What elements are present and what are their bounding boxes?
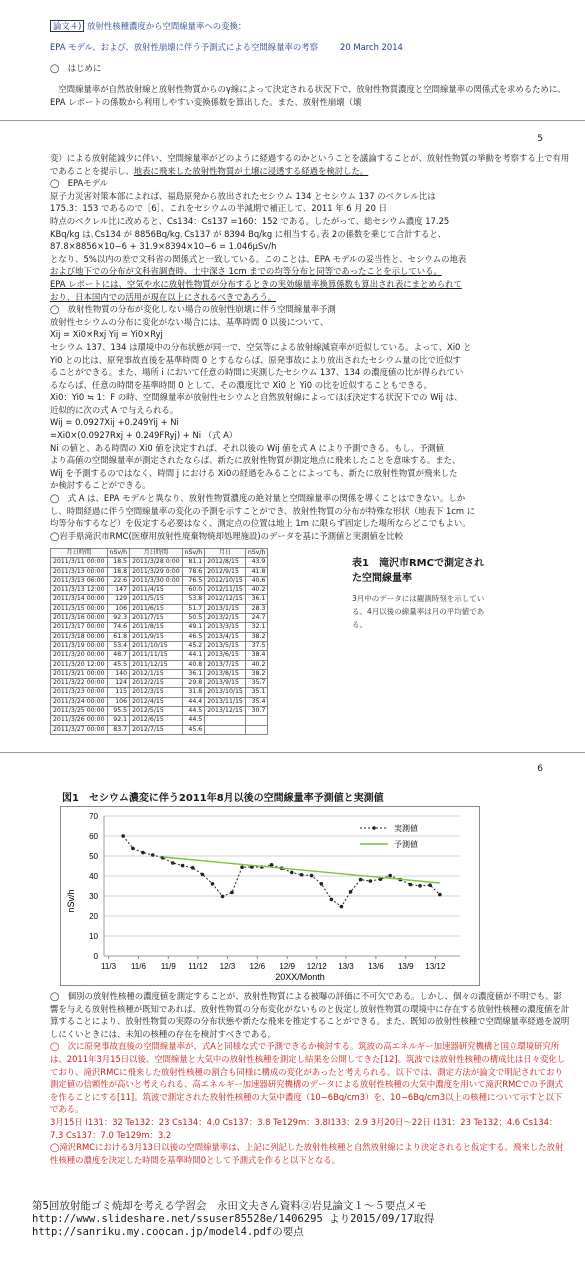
data-point [131, 847, 135, 851]
table-cell: 2011/3/20 12:00 [51, 660, 108, 669]
table-cell: 2011/3/17 00:00 [51, 623, 108, 632]
table-cell: 76.5 [182, 576, 205, 585]
table-cell [245, 725, 268, 734]
table-row [51, 567, 268, 576]
table-cell: 2013/2/15 [205, 614, 246, 623]
table-cell: 147 [107, 586, 130, 595]
figure-title: 図1 セシウム濃変に伴う2011年8月以後の空間線量率予測値と実測値 [62, 793, 384, 804]
data-point [320, 882, 324, 886]
data-point [290, 871, 294, 875]
table-cell: 61.8 [107, 632, 130, 641]
table-row [51, 604, 268, 613]
table-cell: 2012/1/15 [130, 669, 183, 678]
epa-heading: ◯ EPAモデル [50, 178, 108, 189]
data-point [349, 890, 353, 894]
rmc-data-table [50, 548, 268, 735]
page4-header [50, 12, 570, 117]
table-cell: 140 [107, 669, 130, 678]
table-cell: 2012/11/15 [205, 586, 246, 595]
table-cell: 40.2 [245, 660, 268, 669]
prediction-line: Xi0：Yi0 ≒ 1：F の時、空間線量率が放射性セシウムと自然放射線によってほぼ決定する状況下での Wij は、 [50, 392, 463, 403]
chart-x-tick-label: 12/12 [306, 962, 327, 971]
table-cell: 38.2 [245, 632, 268, 641]
table-cell: 2011/3/13 00:00 [51, 567, 108, 576]
prediction-line: セシウム 137、134 は環境中の分布状態が同一で、空気等による放射線減衰率が近似している。よって、Xi0 と [50, 341, 472, 352]
table-cell: 106 [107, 604, 130, 613]
table-cell: 18.8 [107, 567, 130, 576]
chart-x-tick-label: 13/12 [425, 962, 446, 971]
epa-line: KBq/kg は､Cs134 が 8856Bq/kg､Cs137 が 8394 Bq/kg に相当する｡表 2の係数を乗じて合計すると、 [50, 228, 447, 239]
paper-tag: 論文４) [50, 20, 84, 32]
legend-marker [372, 826, 376, 830]
table-row [51, 586, 268, 595]
table-cell: 2013/6/15 [205, 651, 246, 660]
table-cell: 92.3 [107, 614, 130, 623]
chart-x-tick-label: 12/9 [279, 962, 295, 971]
table-cell: 2012/8/15 [205, 558, 246, 567]
table-cell: 2013/4/15 [205, 632, 246, 641]
table-cell: 2011/3/21 00:00 [51, 669, 108, 678]
data-point [369, 879, 373, 883]
data-point [201, 873, 205, 877]
chart-x-tick-label: 13/9 [397, 962, 414, 971]
data-point [340, 905, 344, 909]
table-cell: 2011/10/15 [130, 641, 183, 650]
table-cell: 2011/3/25 00:00 [51, 707, 108, 716]
table-cell: 41.8 [245, 567, 268, 576]
table-cell: 35.7 [245, 679, 268, 688]
data-point [181, 864, 185, 868]
paper-title-line2: EPA モデル、および、放射性崩壊に伴う予測式による空間線量率の考察 20 March 2014 [50, 42, 403, 53]
prediction-line: Wij を予測するのではなく、時間 j における Xi0の経過をみることによっても、新たに放射性物質が飛来した [50, 467, 458, 478]
table-row [51, 558, 268, 567]
table-cell: 48.7 [107, 651, 130, 660]
p6-paragraph-red-values: 3月15日 I131：32 Te132：23 Cs134：4.0 Cs137：3.8 Te129m：3.8I133：2.9 3月20日〜22日 I131：23 Te132：4.6 Cs134：7.3 Cs137：7.0 Te129m：3.2 [50, 1116, 558, 1140]
table-cell: 50.5 [182, 614, 205, 623]
data-point [211, 882, 215, 886]
legend-label: 予測値 [394, 840, 418, 849]
prediction-line: か検討することができる。 [50, 480, 151, 491]
data-point [388, 874, 392, 878]
epa-underlined-line: おり、日本国内での活用が現在以上にされるべきであろう。 [50, 291, 277, 302]
table-cell: 2013/3/15 [205, 623, 246, 632]
data-point [438, 893, 442, 897]
table-cell: 92.1 [107, 716, 130, 725]
data-point [418, 884, 422, 888]
table-cell: 2011/3/19 00:00 [51, 641, 108, 650]
table-cell: 49.1 [182, 623, 205, 632]
footer-notes [32, 1200, 434, 1239]
footer-line3: http://sanriku.my.coocan.jp/model4.pdfの要点 [32, 1226, 304, 1238]
table-cell: 83.7 [107, 725, 130, 734]
table-cell: 36.1 [182, 669, 205, 678]
epa-underlined-line: EPA レポートには、空気や水に放射性物質が分布するときの実効線量率換算係数も算出され表にまとめられて [50, 278, 462, 289]
table-row [51, 697, 268, 706]
table-row [51, 725, 268, 734]
dose-rate-chart [60, 806, 480, 986]
table-cell: 45.5 [107, 660, 130, 669]
table-cell: 2011/3/11 00:00 [51, 558, 108, 567]
table-cell: 2011/9/15 [130, 632, 183, 641]
epa-line: 原子力災害対策本部によれば、福島原発から放出されたセシウム 134 とセシウム 137 のベクレル比は [50, 190, 436, 201]
prediction-line: より高値の空間線量率が測定されたならば、新たに放射性物質が測定地点に飛来したことを意味する。また、 [50, 455, 461, 466]
data-point [409, 883, 413, 887]
chart-x-tick-label: 11/9 [160, 962, 176, 971]
page-number-6: 6 [537, 764, 543, 774]
table-cell: 2012/12/15 [205, 595, 246, 604]
table-row [51, 632, 268, 641]
table-cell: 2011/3/27 00:00 [51, 725, 108, 734]
legend-label: 実測値 [394, 824, 418, 833]
table-cell: 44.1 [182, 651, 205, 660]
paper-date: 20 March 2014 [340, 42, 403, 53]
table-cell: 2012/6/15 [130, 716, 183, 725]
table-cell: 43.9 [245, 558, 268, 567]
p6-paragraph-red-rmc: ◯滝沢RMCにおける3月13日以後の空間線量率は、上記に列記した放射性核種と自然放射線により決定されると仮定する。飛来した放射性核種の濃度を決定した時間を基準時間0として予測式を作ると以下となる。 [50, 1142, 564, 1165]
table-cell: 51.7 [182, 604, 205, 613]
table-cell: 44.4 [182, 697, 205, 706]
prediction-line: =Xi0×(0.0927Rxj + 0.249FRyj) + Ni （式 A） [50, 430, 238, 441]
table-cell: 2011/7/15 [130, 614, 183, 623]
prediction-line: ることができる。また、場所 i において任意の時間に実測したセシウム 137、134 の濃度値の比が得られてい [50, 367, 464, 378]
table-cell: 2011/3/22 00:00 [51, 679, 108, 688]
table-cell: 40.8 [182, 660, 205, 669]
data-point [230, 891, 234, 895]
data-point [121, 834, 125, 838]
chart-y-tick-label: 10 [89, 932, 98, 941]
table-cell: 44.5 [182, 707, 205, 716]
page6-body [50, 990, 570, 1166]
table-cell: 78.6 [182, 567, 205, 576]
table-cell: 2011/3/30 0:00 [130, 576, 183, 585]
prediction-line: ◯ 式 A は、EPA モデルと異なり、放射性物質濃度の絶対量と空間線量率の関係を導くことはできない。しか [50, 493, 466, 504]
table-caption-desc: 3月中のデータには観測時刻を示している。4月以後の線量率は月の平均値である。 [352, 594, 485, 629]
table-cell: 124 [107, 679, 130, 688]
table-cell: 2013/10/15 [205, 688, 246, 697]
table-cell: 2011/11/15 [130, 651, 183, 660]
data-point [171, 861, 175, 865]
table-cell: 2012/10/15 [205, 576, 246, 585]
paper-title-line1: 論文４) 放射性核種濃度から空間線量率への変換： [50, 20, 570, 33]
table-cell: 2013/9/15 [205, 679, 246, 688]
epa-line: 87.8×8856×10−6 + 31.9×8394×10−6 = 1.046μSv/h [50, 241, 277, 252]
chart-y-tick-label: 60 [89, 832, 98, 841]
chart-x-tick-label: 12/6 [249, 962, 266, 971]
table-cell: 2013/11/15 [205, 697, 246, 706]
table-caption-title: 表1 滝沢市RMCで測定された空間線量率 [352, 558, 484, 584]
epa-paragraph [50, 190, 570, 266]
table-cell: 40.2 [245, 586, 268, 595]
table-row [51, 716, 268, 725]
prediction-heading: ◯ 放射性物質の分布が変化しない場合の放射性崩壊に伴う空間線量率予測 [50, 304, 336, 315]
table-row [51, 641, 268, 650]
prediction-line: Xij = Xi0×Rxj Yij = Yi0×Ryj [50, 329, 163, 340]
table-cell: 2012/4/15 [130, 697, 183, 706]
table-cell: 2012/5/15 [130, 707, 183, 716]
table-cell: 44.5 [182, 716, 205, 725]
table-cell: 38.4 [245, 651, 268, 660]
table-header-row [51, 549, 268, 558]
table-cell: 29.8 [182, 679, 205, 688]
chart-x-tick-label: 11/12 [188, 962, 208, 971]
prediction-line: Wij = 0.0927Xij +0.249Yij + Ni [50, 417, 179, 428]
prediction-paragraph [50, 316, 570, 543]
table-cell: 35.4 [245, 697, 268, 706]
data-point [270, 863, 274, 867]
table-row [51, 660, 268, 669]
chart-x-tick-label: 12/3 [219, 962, 236, 971]
table-header-cell: 月日時間 [130, 549, 183, 558]
table-cell: 2011/3/14 00:00 [51, 595, 108, 604]
table-cell: 60.0 [182, 586, 205, 595]
chart-y-tick-label: 50 [89, 852, 98, 861]
epa-line: 175.3：153 であるので［6］、これをセシウムの半減期で補正して、2011 年 6 月 20 日 [50, 203, 387, 214]
table-cell: 24.7 [245, 614, 268, 623]
chart-x-tick-label: 11/3 [101, 962, 117, 971]
data-point [151, 853, 155, 857]
intro-text: 空間線量率が自然放射線と放射性物質からのγ線によって決定される状況下で、放射性物質濃度と空間線量率の関係式を求めるために、EPA レポートの係数から利用しやすい変換係数を算出した。また、放射性崩壊（壊 [50, 84, 566, 107]
page-separator [0, 120, 585, 121]
table-cell: 81.1 [182, 558, 205, 567]
chart-y-tick-label: 0 [93, 952, 98, 961]
table-header-cell: nSv/h [245, 549, 268, 558]
chart-x-tick-label: 11/6 [130, 962, 146, 971]
prediction-line: 近似的に次の式 A で与えられる。 [50, 404, 179, 415]
table-cell: 2011/3/15 00:00 [51, 604, 108, 613]
table-cell: 2013/5/15 [205, 641, 246, 650]
table-cell: 28.3 [245, 604, 268, 613]
intro-heading: ◯ はじめに [50, 63, 102, 74]
table-cell: 2011/8/15 [130, 623, 183, 632]
table-cell: 2011/3/28 0:00 [130, 558, 183, 567]
table-cell: 2013/8/15 [205, 669, 246, 678]
table-cell: 2011/3/23 00:00 [51, 688, 108, 697]
epa-underlined-paragraph [50, 265, 570, 303]
table-cell: 2011/3/29 0:00 [130, 567, 183, 576]
table-cell: 2011/3/20 00:00 [51, 651, 108, 660]
data-point [141, 851, 145, 855]
table-cell: 2013/12/15 [205, 707, 246, 716]
prediction-line: ◯岩手県滝沢市RMC(医療用放射性廃棄物焼却処理施設)のデータを基に予測値と実測値を比較 [50, 530, 404, 541]
table-cell: 2011/3/26 00:00 [51, 716, 108, 725]
table-cell: 2011/5/15 [130, 595, 183, 604]
chart-y-tick-label: 30 [89, 892, 98, 901]
table-cell [205, 716, 246, 725]
table-cell: 2012/9/15 [205, 567, 246, 576]
table-cell: 2012/3/15 [130, 688, 183, 697]
chart-x-label: 20XX/Month [275, 972, 325, 982]
table-cell: 53.8 [182, 595, 205, 604]
table-cell: 2013/1/15 [205, 604, 246, 613]
epa-line: 時点のベクレル比に改めると、Cs134：Cs137 =160：152 である。したがって、総セシウム濃度 17.25 [50, 215, 450, 226]
table-cell: 2011/4/15 [130, 586, 183, 595]
table-cell: 95.5 [107, 707, 130, 716]
table-header-cell: 月日 [205, 549, 246, 558]
table-cell: 22.6 [107, 576, 130, 585]
table-row [51, 623, 268, 632]
p5-intro-cont: 変）による放射能減少に伴い、空間線量率がどのように経過するのかということを議論することが、放射性物質の挙動を考察する上で有用であることを提示し、地表に飛来した放射性物質が土壌に浸透する経過を検討した。 [50, 153, 570, 176]
chart-y-label: nSv/h [66, 889, 76, 913]
prediction-line: 放射性セシウムの分布に変化がない場合には、基準時間 0 以後について、 [50, 316, 329, 327]
data-point [240, 865, 244, 869]
data-point [300, 873, 304, 877]
table-cell: 37.5 [245, 641, 268, 650]
table-cell: 2012/7/15 [130, 725, 183, 734]
table-cell: 2013/7/15 [205, 660, 246, 669]
table-cell: 40.6 [245, 576, 268, 585]
table-row [51, 679, 268, 688]
footer-line2: http://www.slideshare.net/ssuser85528e/1406295 より2015/09/17取得 [32, 1213, 435, 1225]
table-cell: 2011/3/18 00:00 [51, 632, 108, 641]
table-cell: 46.5 [182, 632, 205, 641]
data-point [310, 874, 314, 878]
chart-x-tick-label: 13/6 [368, 962, 384, 971]
table-header-cell: nSv/h [182, 549, 205, 558]
p6-paragraph-red: ◯ 次に原発事故直後の空間線量率が、式Aと同様な式で予測できるか検討する。筑波の高エネルギー加速器研究機構と国立環境研究所は、2011年3月15日以後、空間線量と大気中の放射性核種を測定し結果を公開してきた[12]。筑波では放射性核種の構成比は日々変化しており、滝沢RMCに飛来した放射性核種の割合も同様に構成の変化があったと考えられる。以下では、測定方法が論文で明記されており測定値の信頼性が高いと考えられる、高エネルギー加速器研究機構のデータによる放射性核種の大気中濃度を用いて滝沢RMCでの予測式を作ることにする[11]。筑波で測定された放射性核種の大気中濃度（10−6Bq/cm3）を、10−6Bq/cm3以上の核種について示すと以下である。 [50, 1041, 566, 1115]
table-caption [352, 556, 492, 631]
table-cell: 115 [107, 688, 130, 697]
table-cell: 2011/3/13 12:00 [51, 586, 108, 595]
table-row [51, 651, 268, 660]
table-cell: 2011/3/16 00:00 [51, 614, 108, 623]
table-cell: 2012/2/15 [130, 679, 183, 688]
table-cell [245, 716, 268, 725]
table-cell: 30.7 [245, 707, 268, 716]
table-cell [205, 725, 246, 734]
prediction-line: 均等分布するなど）を仮定する必要はなく、測定点の位置は地上 1m に限らず固定した場所ならどこでもよい。 [50, 518, 471, 529]
table-cell: 31.8 [182, 688, 205, 697]
table-cell: 129 [107, 595, 130, 604]
table-cell: 2011/3/13 06:00 [51, 576, 108, 585]
data-point [330, 898, 334, 902]
table-row [51, 614, 268, 623]
table-cell: 18.5 [107, 558, 130, 567]
prediction-line: Yi0 との比は、原発事故直後を基準時間 0 とするならば、原発事故により放出されたセシウム量の比で近似す [50, 354, 461, 365]
rmc-data-table-wrap [50, 548, 268, 735]
table-cell: 2011/3/24 00:00 [51, 697, 108, 706]
chart-y-tick-label: 20 [89, 912, 98, 921]
page5-body [50, 152, 570, 542]
table-cell: 45.2 [182, 641, 205, 650]
table-row [51, 669, 268, 678]
table-cell: 45.6 [182, 725, 205, 734]
data-point [191, 866, 195, 870]
epa-line: となり、5%以内の差で文科省の関係式と一致している。このことは、EPA モデルの妥当性と、セシウムの地表 [50, 253, 467, 264]
table-row [51, 707, 268, 716]
table-cell: 106 [107, 697, 130, 706]
table-header-cell: 月日時間 [51, 549, 108, 558]
table-cell: 32.1 [245, 623, 268, 632]
table-cell: 36.1 [245, 595, 268, 604]
table-cell: 38.2 [245, 669, 268, 678]
table-cell: 35.1 [245, 688, 268, 697]
footer-line1: 第5回放射能ゴミ焼却を考える学習会 永田文夫さん資料②岩見論文１～５要点メモ [32, 1200, 427, 1212]
table-cell: 2011/12/15 [130, 660, 183, 669]
table-cell: 74.6 [107, 623, 130, 632]
prediction-line: し、時間経過に伴う空間線量率の変化の予測を示すことができ、放射性物質の分布が特殊な形状（地表下 1cm に [50, 505, 476, 516]
data-point [428, 883, 432, 887]
prediction-line: Ni の値と、ある時間の Xi0 値を決定すれば、それ以後の Wij 値を式 A により予測できる。もし、予測値 [50, 442, 445, 453]
chart-y-tick-label: 40 [89, 872, 98, 881]
data-point [359, 878, 363, 882]
table-row [51, 688, 268, 697]
table-row [51, 576, 268, 585]
chart-x-tick-label: 13/3 [338, 962, 354, 971]
data-point [221, 895, 225, 899]
table-cell: 53.4 [107, 641, 130, 650]
epa-underlined-line: および地下での分布が文科省調査時、土中深さ 1cm までの均等分布と同等であったことを示している。 [50, 266, 442, 277]
page-number-5: 5 [537, 134, 543, 144]
prediction-line: るならば、任意の時間を基準時間 0 として、その濃度比で Xi0 と Yi0 の比を近似することもできる。 [50, 379, 432, 390]
chart-y-tick-label: 70 [89, 812, 98, 821]
p6-paragraph-black: ◯ 個別の放射性核種の濃度値を測定することが、放射性物質による被曝の評価に不可欠である。しかし、個々の濃度値が不明でも、影響を与える放射性核種が既知であれば、放射性物質の分布変化がないものと仮定し放射性物質の環境中に存在する放射性核種の濃度値を計算することにより、放射性物質の実際の分布状態や新たな飛来を推定することができる。また、既知の放射性核種で空間線量率経過を説明しにくいときには、未知の核種の存在を検討すべきである。 [50, 991, 570, 1039]
table-cell: 2011/6/15 [130, 604, 183, 613]
table-row [51, 595, 268, 604]
table-header-cell: nSv/h [107, 549, 130, 558]
page-separator [0, 752, 585, 753]
